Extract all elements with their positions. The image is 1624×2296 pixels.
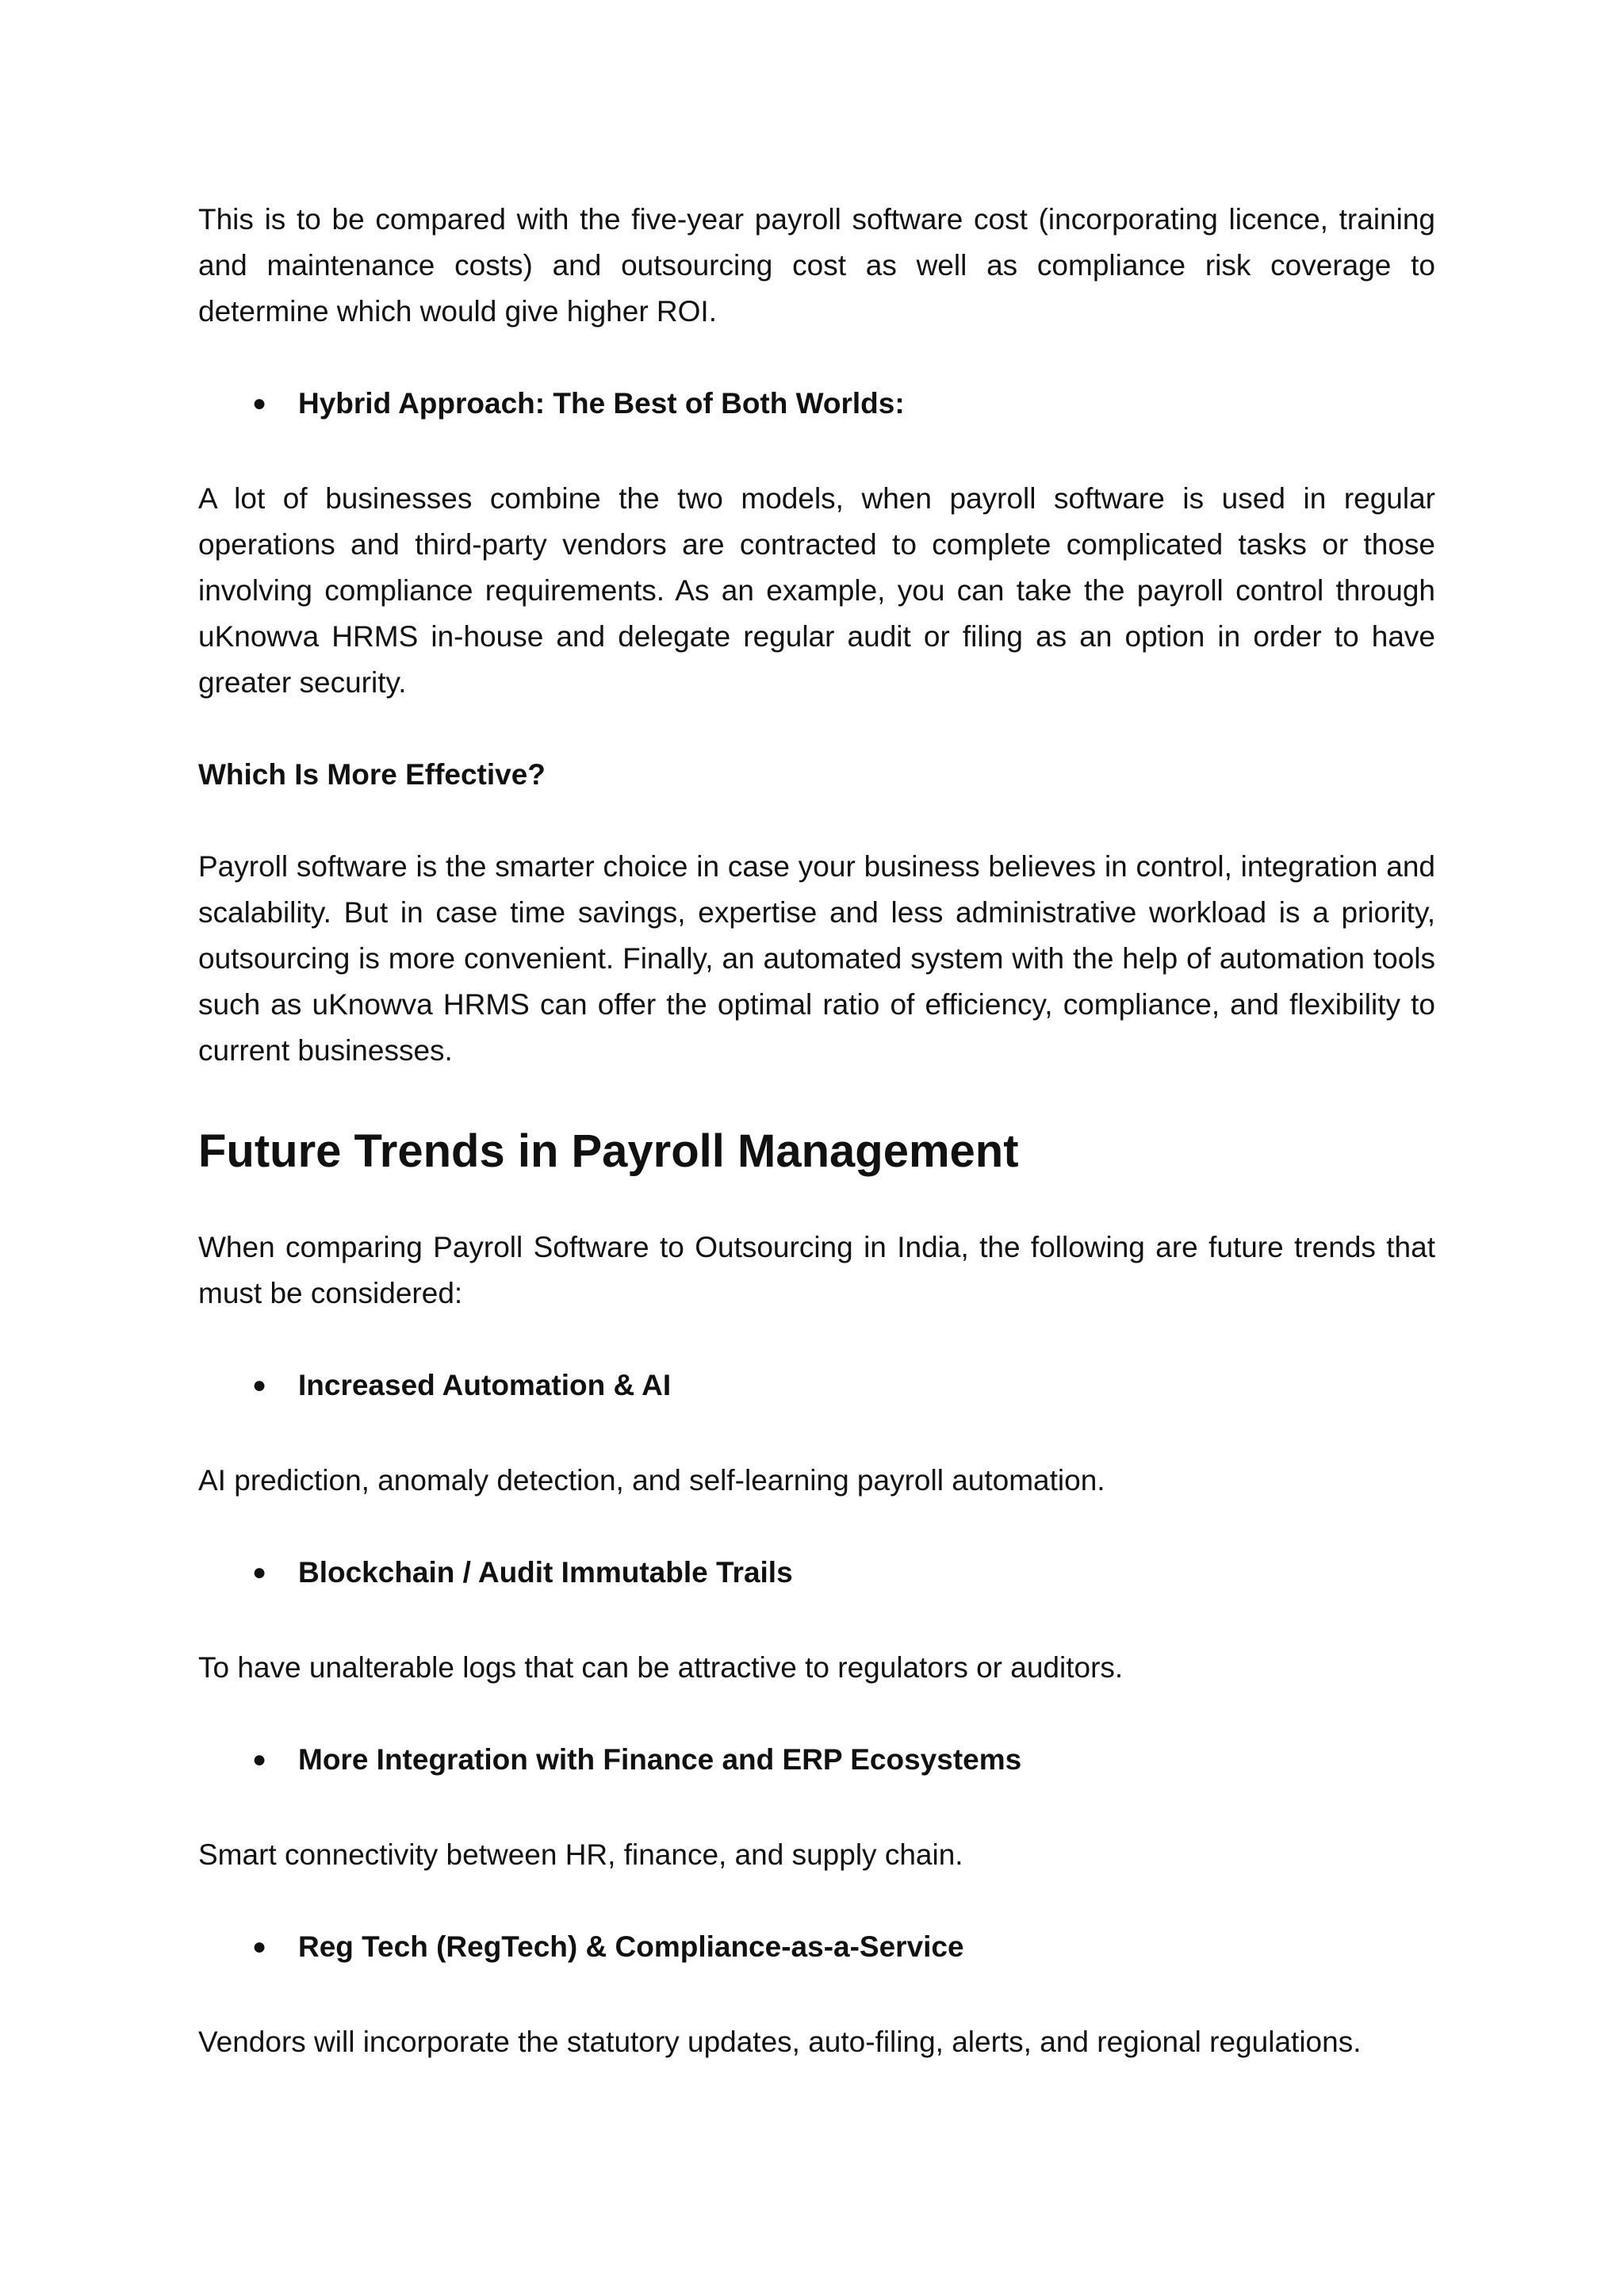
hybrid-bullet-item [198, 381, 1435, 427]
effective-heading: Which Is More Effective? [198, 758, 546, 791]
bullet-icon: ● [252, 1746, 267, 1773]
trend-title: Reg Tech (RegTech) & Compliance-as-a-Service [298, 1930, 964, 1963]
document-page [198, 197, 1435, 2111]
bullet-icon: ● [252, 390, 267, 416]
hybrid-paragraph: A lot of businesses combine the two models, when payroll software is used in regular operations and third-party vendors are contracted to complete complicated tasks or those involving compliance requirements. As an example, you can take the payroll control through uKnowva HRMS in-house and delegate regular audit or filing as an option in order to have greater security. [198, 482, 1435, 699]
trend-title: Increased Automation & AI [298, 1369, 672, 1401]
trend-title: More Integration with Finance and ERP Ecosystems [298, 1743, 1022, 1776]
trend-title: Blockchain / Audit Immutable Trails [298, 1556, 793, 1589]
bullet-icon: ● [252, 1934, 267, 1960]
trend-bullet-item [198, 1363, 1435, 1409]
trend-bullet-item [198, 1737, 1435, 1783]
trend-description: AI prediction, anomaly detection, and self-learning payroll automation. [198, 1464, 1105, 1497]
hybrid-heading: Hybrid Approach: The Best of Both Worlds: [298, 387, 905, 420]
trend-description: Smart connectivity between HR, finance, and supply chain. [198, 1838, 963, 1871]
intro-paragraph: This is to be compared with the five-year payroll software cost (incorporating licence, training and maintenance costs) and outsourcing cost as well as compliance risk coverage to determine which would give higher ROI. [198, 203, 1435, 328]
bullet-icon: ● [252, 1372, 267, 1398]
trend-bullet-item [198, 1550, 1435, 1596]
future-trends-heading: Future Trends in Payroll Management [198, 1125, 1019, 1177]
effective-paragraph: Payroll software is the smarter choice in case your business believes in control, integration and scalability. But in case time savings, expertise and less administrative workload is a priority, outsourcing is more convenient. Finally, an automated system with the help of automation tools such as uKnowva HRMS can offer the optimal ratio of efficiency, compliance, and flexibility to current businesses. [198, 850, 1435, 1067]
trend-bullet-item [198, 1924, 1435, 1970]
future-intro-paragraph: When comparing Payroll Software to Outsourcing in India, the following are future trends that must be considered: [198, 1231, 1435, 1309]
bullet-icon: ● [252, 1559, 267, 1585]
trend-description: To have unalterable logs that can be attractive to regulators or auditors. [198, 1651, 1124, 1684]
trend-description: Vendors will incorporate the statutory updates, auto-filing, alerts, and regional regulations. [198, 2026, 1362, 2058]
